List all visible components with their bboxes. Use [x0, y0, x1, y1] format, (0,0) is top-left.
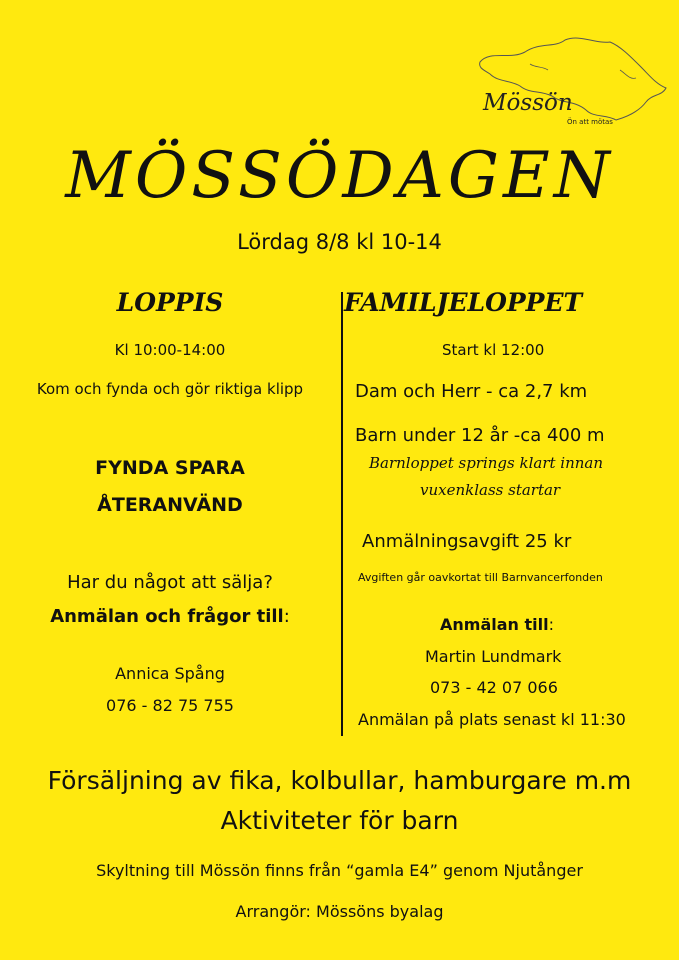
familjeloppet-fee-note: Avgiften går oavkortat till Barnvancerfonden — [358, 571, 603, 584]
bottom-sales: Försäljning av fika, kolbullar, hamburgare m.m — [47, 766, 632, 795]
familjeloppet-kids: Barn under 12 år -ca 400 m — [355, 425, 605, 446]
footer-signage: Skyltning till Mössön finns från “gamla E4” genom Njutånger — [96, 861, 583, 880]
loppis-heading: LOPPIS — [116, 288, 224, 317]
familjeloppet-kids-note-line2: vuxenklass startar — [420, 481, 561, 499]
loppis-contact-name: Annica Spång — [115, 664, 225, 683]
familjeloppet-signup-label — [440, 615, 554, 634]
familjeloppet-contact-name: Martin Lundmark — [425, 647, 562, 666]
bottom-activities: Aktiviteter för barn — [220, 806, 459, 835]
loppis-contact-colon: : — [283, 606, 290, 627]
familjeloppet-contact-phone: 073 - 42 07 066 — [430, 678, 558, 697]
loppis-contact-phone: 076 - 82 75 755 — [106, 696, 234, 715]
logo-name: Mössön — [483, 90, 573, 116]
familjeloppet-heading: FAMILJELOPPET — [344, 288, 583, 317]
familjeloppet-start: Start kl 12:00 — [442, 341, 545, 359]
loppis-contact-label-text: Anmälan och frågor till — [50, 606, 284, 627]
loppis-time: Kl 10:00-14:00 — [114, 341, 226, 359]
familjeloppet-signup-colon: : — [548, 615, 554, 634]
loppis-pitch: Kom och fynda och gör riktiga klipp — [36, 380, 304, 398]
column-divider — [341, 292, 343, 736]
event-date: Lördag 8/8 kl 10-14 — [237, 230, 442, 254]
logo-tagline: Ön att mötas — [567, 118, 613, 126]
loppis-slogan-line2: ÅTERANVÄND — [97, 494, 243, 516]
familjeloppet-kids-note-line1: Barnloppet springs klart innan — [369, 454, 604, 472]
familjeloppet-fee: Anmälningsavgift 25 kr — [362, 531, 572, 552]
familjeloppet-onsite: Anmälan på plats senast kl 11:30 — [358, 710, 626, 729]
familjeloppet-adults: Dam och Herr - ca 2,7 km — [355, 381, 588, 402]
footer-organizer: Arrangör: Mössöns byalag — [235, 902, 444, 921]
loppis-slogan-line1: FYNDA SPARA — [95, 457, 245, 479]
page-title: MÖSSÖDAGEN — [65, 139, 614, 213]
loppis-question: Har du något att sälja? — [67, 572, 273, 593]
loppis-contact-label — [0, 606, 340, 627]
familjeloppet-signup-label-text: Anmälan till — [440, 615, 549, 634]
